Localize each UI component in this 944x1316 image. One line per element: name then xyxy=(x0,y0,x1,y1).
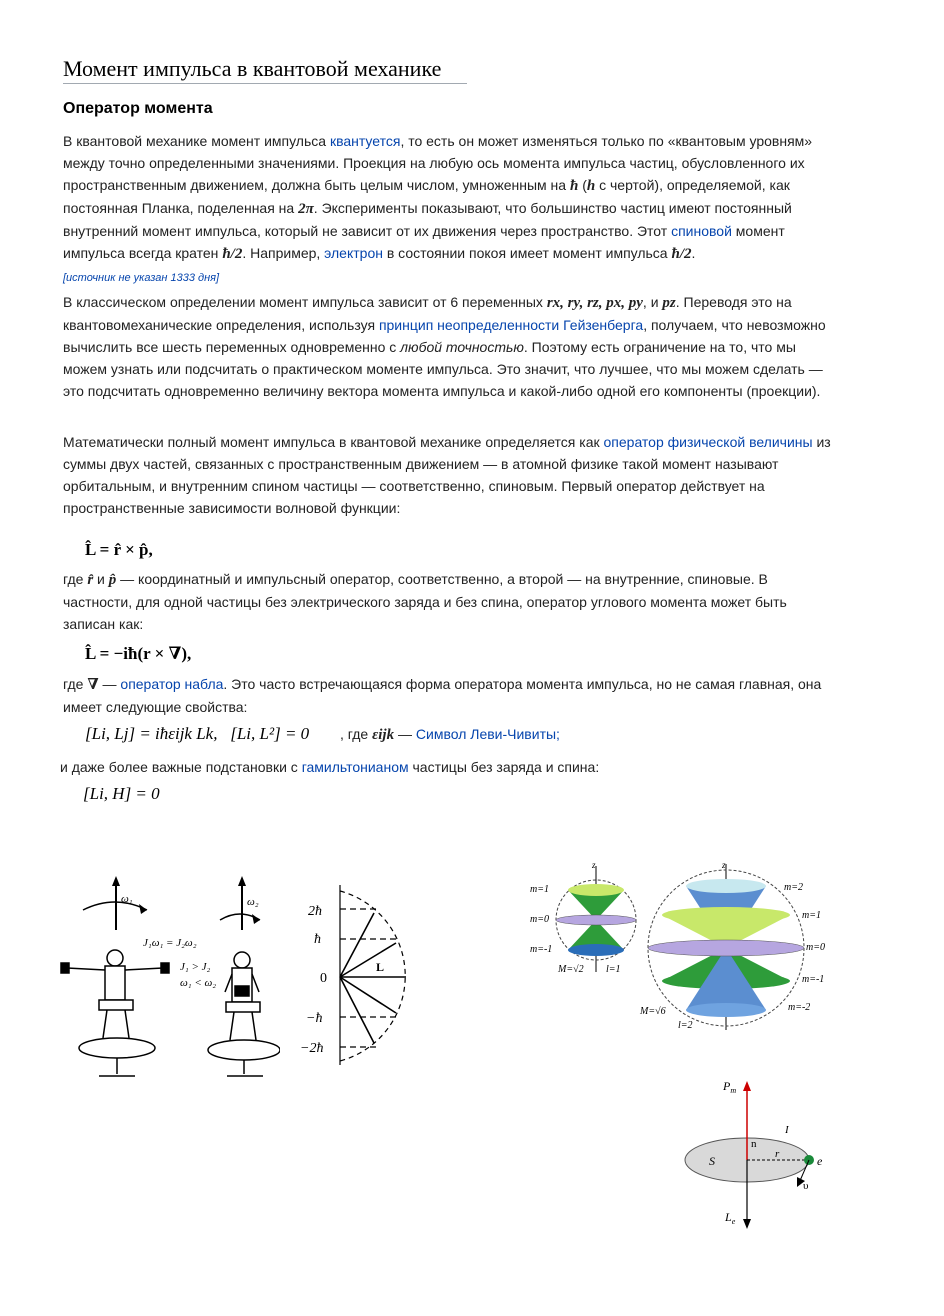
l2-m2: m=2 xyxy=(784,882,803,893)
paragraph-5: где ∇ — оператор набла. Это часто встречающаяся форма оператора момента импульса, но не самая главная, она имеет следующие свойства: xyxy=(63,676,822,715)
link-nabla[interactable]: оператор набла xyxy=(120,676,224,692)
link-hamiltonian[interactable]: гамильтонианом xyxy=(301,759,409,775)
page-title: Момент импульса в квантовой механике xyxy=(63,56,442,81)
level-hbar: ħ xyxy=(314,932,321,947)
level-2hbar: 2ħ xyxy=(308,904,322,919)
velocity-label: υ xyxy=(803,1180,809,1192)
paragraph-4: где r̂ и p̂ — координатный и импульсный оператор, соответственно, а второй — на внутренние, спиновые. В частности, для одной частицы без электрического заряда и без спина, оператор углового момента может быть записан как: xyxy=(63,571,787,632)
area-label: S xyxy=(709,1154,715,1168)
omega2-label: ω₂ xyxy=(247,896,259,908)
figure-orbital-electron xyxy=(675,1075,835,1235)
person-arms-out xyxy=(61,950,169,1076)
link-spin[interactable]: спиновой xyxy=(671,223,732,239)
paragraph-2: В классическом определении момент импульса зависит от 6 переменных rx, ry, rz, px, py, и pz. Переводя это на квантовомеханические определения, используя принцип неопределенности Гейзенберга, получаем, что невозможно вычислить все шесть переменных одновременно с любой точностью. Поэтому есть ограничение на то, что мы можем узнать или подсчитать о практическом моменте импульса. Это значит, что лучшее, что мы можем сделать — это подсчитать одновременно величину вектора момента импульса и какой-либо одной его компоненты (проекции). xyxy=(63,294,826,399)
figure-angular-momentum-cones xyxy=(530,860,840,1035)
link-quantum-mechanics[interactable]: квантовой механике xyxy=(76,133,208,149)
inertia-compare: J₁ > J₂ xyxy=(180,961,211,973)
vector-L-label: L xyxy=(376,960,385,974)
link-quantized[interactable]: квантуется xyxy=(329,133,401,149)
z-axis-2: z xyxy=(722,860,726,870)
link-spin-2[interactable]: спина xyxy=(480,594,519,610)
l2-mm2: m=-2 xyxy=(788,1002,811,1013)
l1-m1: m=1 xyxy=(530,884,549,895)
z-axis-1: z xyxy=(592,860,596,870)
equation-commutators: [Li, Lj] = iħεijk Lk, [Li, L²] = 0 xyxy=(85,724,310,743)
electron-label: e xyxy=(817,1154,823,1168)
conservation-label: J₁ω₁ = J₂ω₂ xyxy=(143,937,197,949)
omega-compare: ω₁ < ω₂ xyxy=(180,977,217,989)
paragraph-1: В квантовой механике момент импульса квантуется, то есть он может изменяться только по «квантовым уровням» между точно определенными значениями. Проекция на любую ось момента импульса частиц, обусловленного их пространственным движением, должна быть целым числом, умноженным на ħ (h с чертой), определяемой, как постоянная Планка, поделенная на 2π. Эксперименты показывают, что большинство частиц имеют постоянный внутренний момент импульса, который не зависит от их движения через пространство. Этот спиновой момент импульса всегда кратен ħ/2. Например, электрон в состоянии покоя имеет момент импульса ħ/2. [источник не указан 1333 дня] xyxy=(63,133,813,284)
pm-label: $P_m$ xyxy=(723,1079,737,1095)
section-heading: Оператор момента xyxy=(63,100,213,117)
equation-l-nabla: L̂ = −iħ(r × ∇), xyxy=(85,644,192,663)
equation-l-operator: L̂ = r̂ × p̂, xyxy=(85,540,153,559)
l2-l: l=2 xyxy=(678,1020,693,1031)
l1-M: M=√2 xyxy=(558,964,584,975)
link-charge[interactable]: электрического заряда xyxy=(290,594,440,610)
levi-civita-text: , где εijk — Символ Леви-Чивиты; xyxy=(340,726,560,743)
l2-m0: m=0 xyxy=(806,942,825,953)
title-divider xyxy=(63,83,467,84)
current-label: I xyxy=(785,1124,789,1136)
link-uncertainty-principle[interactable]: принцип неопределенности Гейзенберга xyxy=(378,317,644,333)
figure-quantized-vectors xyxy=(300,885,410,1065)
paragraph-3: Математически полный момент импульса в квантовой механике определяется как оператор физической величины из суммы двух частей, связанных с пространственным движением — в атомной физике такой момент называют орбитальным, и внутренним спином частицы — соответственно, спиновым. Первый оператор действует на пространственные зависимости волновой функции: xyxy=(63,434,831,516)
omega1-label: ω₁ xyxy=(121,893,133,905)
person-arms-in xyxy=(208,952,280,1076)
figure-rotating-chair xyxy=(55,870,280,1085)
l1-m0: m=0 xyxy=(530,914,549,925)
citation-needed[interactable]: [источник не указан 1333 дня] xyxy=(63,272,220,284)
l2-M: M=√6 xyxy=(640,1006,666,1017)
level-neg-2hbar: −2ħ xyxy=(300,1041,324,1056)
le-label: $L_e$ xyxy=(725,1210,736,1226)
link-electron[interactable]: электрон xyxy=(324,245,383,261)
level-neg-hbar: −ħ xyxy=(306,1011,323,1026)
l2-mm1: m=-1 xyxy=(802,974,825,985)
l2-m1: m=1 xyxy=(802,910,821,921)
link-operator[interactable]: оператор физической величины xyxy=(603,434,813,450)
radius-label: r xyxy=(775,1148,780,1160)
level-zero: 0 xyxy=(320,971,327,986)
l1-l: l=1 xyxy=(606,964,621,975)
paragraph-6: и даже более важные подстановки с гамильтонианом частицы без заряда и спина: xyxy=(60,759,600,775)
equation-hamiltonian: [Li, H] = 0 xyxy=(83,784,160,803)
normal-label: n xyxy=(751,1138,757,1150)
l1-mm1: m=-1 xyxy=(530,944,553,955)
link-levi-civita[interactable]: Символ Леви-Чивиты; xyxy=(415,726,560,742)
